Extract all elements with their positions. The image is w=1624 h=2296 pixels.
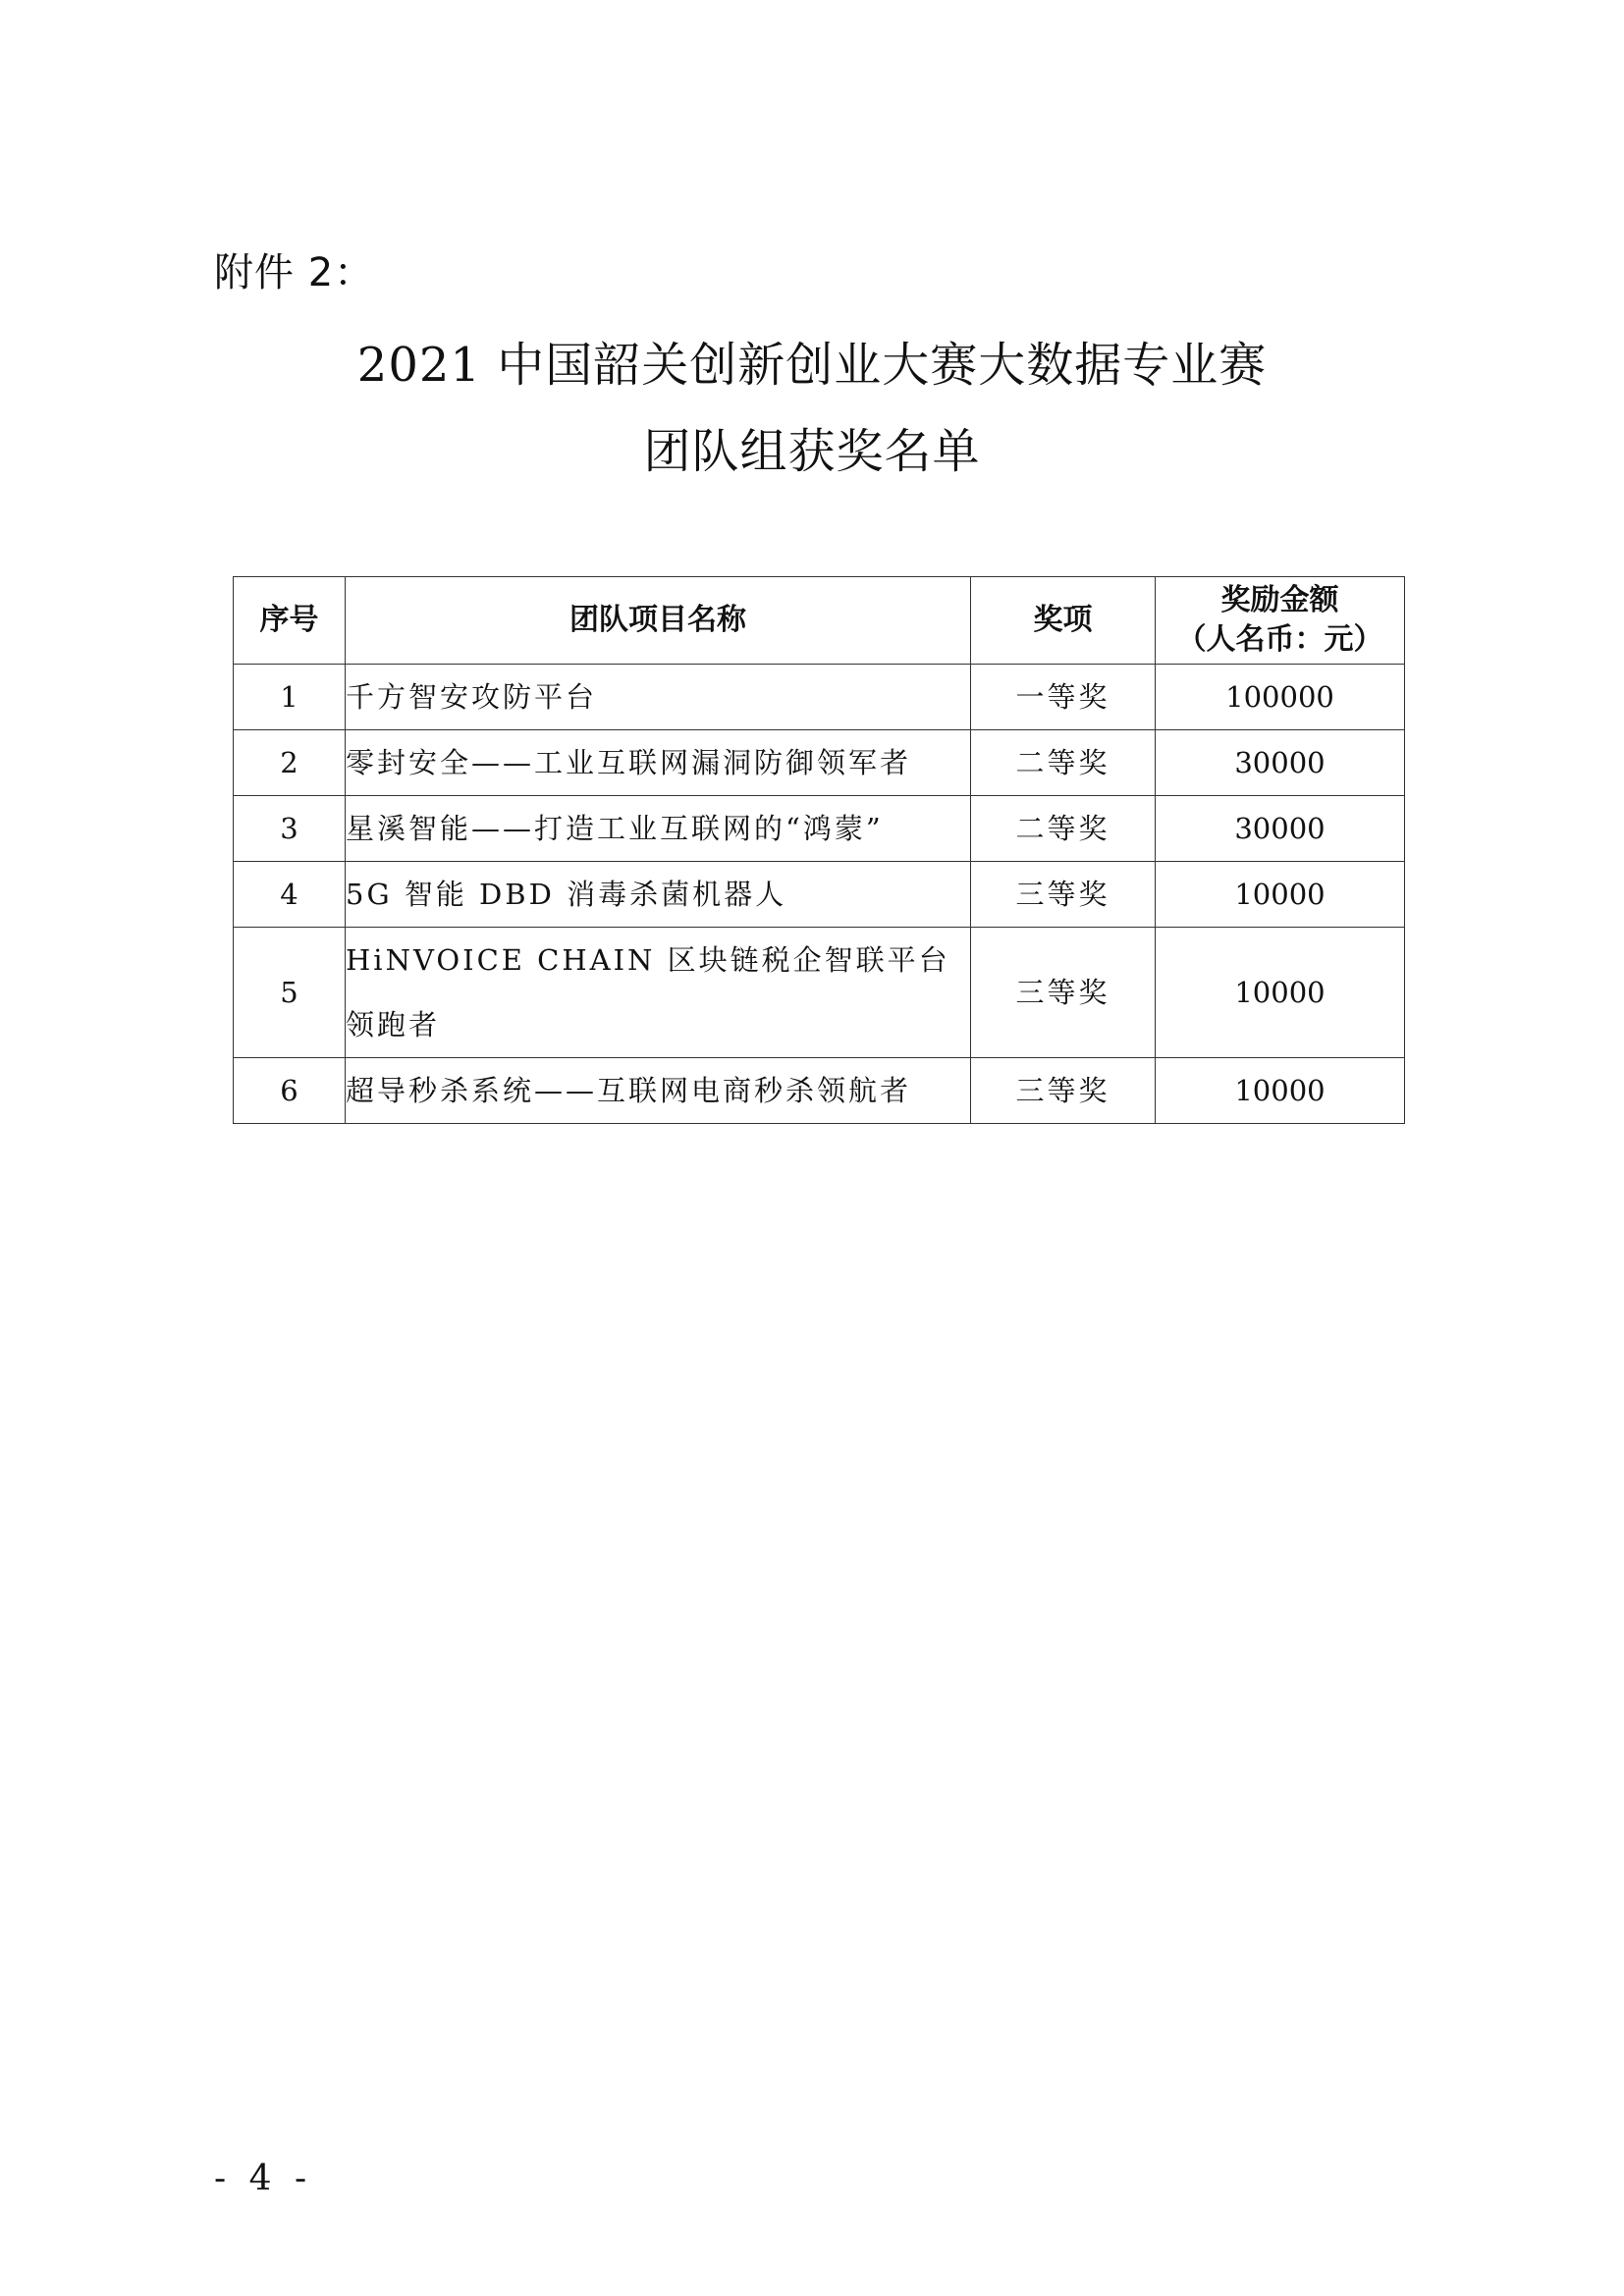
table-row xyxy=(234,730,1405,796)
table-row xyxy=(234,665,1405,730)
awards-table xyxy=(233,576,1405,1124)
table-row xyxy=(234,796,1405,862)
row-prize: 三等奖 xyxy=(971,1058,1156,1124)
row-project-name: 超导秒杀系统——互联网电商秒杀领航者 xyxy=(346,1058,971,1124)
row-award-amount: 100000 xyxy=(1156,665,1405,730)
page-number: - 4 - xyxy=(214,2159,313,2199)
header-project-name: 团队项目名称 xyxy=(346,577,971,665)
row-project-name: 星溪智能——打造工业互联网的“鸿蒙” xyxy=(346,796,971,862)
row-prize: 三等奖 xyxy=(971,862,1156,928)
row-project-name: 零封安全——工业互联网漏洞防御领军者 xyxy=(346,730,971,796)
row-prize: 二等奖 xyxy=(971,796,1156,862)
header-award-amount xyxy=(1156,577,1405,665)
row-project-name: HiNVOICE CHAIN 区块链税企智联平台领跑者 xyxy=(346,928,971,1058)
row-award-amount: 30000 xyxy=(1156,796,1405,862)
document-title: 2021 中国韶关创新创业大赛大数据专业赛 xyxy=(356,338,1268,393)
row-award-amount: 10000 xyxy=(1156,928,1405,1058)
row-award-amount: 30000 xyxy=(1156,730,1405,796)
row-serial-number: 6 xyxy=(234,1058,346,1124)
header-award-amount-line1: 奖励金额 xyxy=(1220,583,1339,617)
table-header-row xyxy=(234,577,1405,665)
table-row xyxy=(234,928,1405,1058)
table-row xyxy=(234,862,1405,928)
document-subtitle: 团队组获奖名单 xyxy=(643,424,981,479)
row-project-name: 5G 智能 DBD 消毒杀菌机器人 xyxy=(346,862,971,928)
table-row xyxy=(234,1058,1405,1124)
header-serial-number: 序号 xyxy=(234,577,346,665)
row-serial-number: 4 xyxy=(234,862,346,928)
row-prize: 一等奖 xyxy=(971,665,1156,730)
row-serial-number: 5 xyxy=(234,928,346,1058)
attachment-label: 附件 2： xyxy=(214,250,375,295)
header-award-amount-line2: （人名币：元） xyxy=(1176,622,1383,657)
row-serial-number: 2 xyxy=(234,730,346,796)
row-award-amount: 10000 xyxy=(1156,862,1405,928)
header-prize: 奖项 xyxy=(971,577,1156,665)
row-prize: 二等奖 xyxy=(971,730,1156,796)
row-project-name: 千方智安攻防平台 xyxy=(346,665,971,730)
row-award-amount: 10000 xyxy=(1156,1058,1405,1124)
row-serial-number: 1 xyxy=(234,665,346,730)
row-prize: 三等奖 xyxy=(971,928,1156,1058)
row-serial-number: 3 xyxy=(234,796,346,862)
